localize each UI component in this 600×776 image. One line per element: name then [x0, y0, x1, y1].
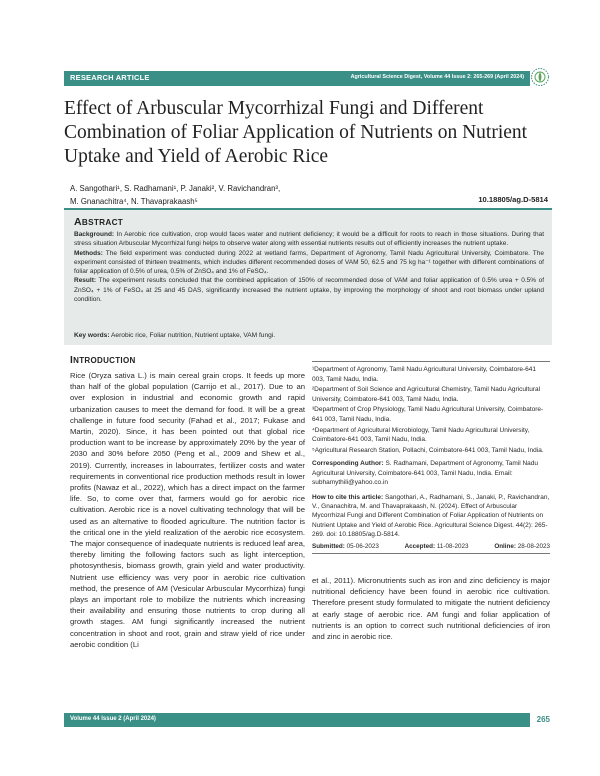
abstract-text	[74, 230, 544, 304]
how-to-cite: How to cite this article: Sangothari, A., Radhamani, S., Janaki, P., Ravichandran, V., Gnanachitra, M. and Thavaprakaash, N. (2024). Effect of Arbuscular Mycorrhizal Fungi and Different Combination of Foliar Application of Nutrients on Nutrient Uptake and Yield of Aerobic Rice. Agricultural Science Digest. 44(2): 265-269. doi: 10.18805/ag.D-5814.	[312, 493, 550, 539]
footer-bar	[64, 713, 530, 727]
affiliation-2: ²Department of Soil Science and Agricultural Chemistry, Tamil Nadu Agricultural University, Coimbatore-641 003, Tamil Nadu, India.	[312, 386, 541, 403]
introduction-heading: INTRODUCTION	[70, 355, 136, 366]
journal-citation: Agricultural Science Digest, Volume 44 Issue 2: 265-269 (April 2024)	[350, 74, 524, 80]
article-dates	[312, 543, 550, 550]
abstract-methods: Methods: The field experiment was conducted during 2022 at wetland farms, Department of Agronomy, Tamil Nadu Agricultural University, Coimbatore. The experiment consisted of thirteen treatments, which includes different recommended doses of VAM 50, 62.5 and 75 kg ha⁻¹ together with different combinations of foliar application of 0.5% of urea, 0.5% of ZnSO₄ and 1% of FeSO₄.	[74, 249, 544, 276]
article-type-label: RESEARCH ARTICLE	[70, 73, 150, 82]
info-divider	[312, 553, 550, 554]
keywords: Key words: Aerobic rice, Foliar nutrition, Nutrient uptake, VAM fungi.	[74, 332, 276, 339]
submitted-date: Submitted: 05-06-2023	[312, 542, 379, 550]
introduction-text: Rice (Oryza sativa L.) is main cereal grain crops. It feeds up more than half of the global population (Carrijo et al., 2017). Due to an over explosion in industrial and economic growth and rapid urbanization causes to meet the demand for food. It will be a great challenge in future food security (Fahad et al., 2017; Fukase and Martin, 2020). Since, it has been pointed out that global rice production want to be increase by approximately 20% by the year of 2030 and 30% before 2050 (Peng et al., 2009 and Shew et al., 2019). Currently, increases in labourrates, fertilizer costs and water requirements in conventional rice production methods result in lower profits (Nawaz et al., 2022), which has a direct impact on the farmer life. So, to come over that, farmers would go for aerobic rice cultivation. Aerobic rice is a novel cultivating technology that will be used as an alternative to flooded agriculture. The nutrition factor is the critical one in the yield realization of the aerobic rice ecosystem. The major consequence of inadequate nutrients is reduced leaf area, thereby limiting the following factors such as light interception, photosynthesis, biomass growth, grain yield and water productivity. Nutrient use efficiency was very poor in aerobic rice cultivation method, the presence of AM (Vesicular Arbuscular Mycorrhiza) fungi plays an important role to mobilize the nutrients which increasing their availability and ensuring those nutrients to crop during all growth stages. AM fungi significantly increased the nutrient concentration in shoot and root, grain and straw yield of rice under aerobic condition (Li	[70, 371, 305, 649]
affiliation-divider	[312, 361, 550, 362]
journal-logo-icon	[529, 66, 551, 88]
footer-volume: Volume 44 Issue 2 (April 2024)	[70, 716, 156, 722]
abstract-box	[64, 208, 552, 345]
affiliation-3: ³Department of Crop Physiology, Tamil Nadu Agricultural University, Coimbatore-641 003, Tamil Nadu, India.	[312, 406, 544, 423]
page-number: 265	[536, 715, 550, 724]
introduction-column	[70, 355, 305, 650]
abstract-result: Result: The experiment results concluded that the combined application of 150% of recommended dose of VAM and foliar application of 0.5% urea + 0.5% of ZnSO₄ + 1% of FeSO₄ at 25 and 45 DAS, significantly increased the nutrient uptake, by improving the morphology of shoot and root biomass under upland condition.	[74, 277, 544, 304]
corresponding-author: Corresponding Author: S. Radhamani, Department of Agronomy, Tamil Nadu Agricultural University, Coimbatore-641 003, Tamil Nadu, India. Email: subhamythili@yahoo.co.in	[312, 460, 539, 487]
online-date: Online: 28-08-2023	[494, 542, 550, 550]
introduction-continued: et al., 2011). Micronutrients such as iron and zinc deficiency is major nutritional deficiency have been found in aerobic rice cultivation. Therefore present study formulated to mitigate the nutrient deficiency at early stage of aerobic rice. AM fungi and foliar application of nutrients is an option to correct such nutritional deficiencies of iron and zinc in aerobic rice.	[312, 576, 550, 642]
abstract-background: Background: In Aerobic rice cultivation, crop would faces water and nutrient deficiency; it would be a difficult for roots to reach in those situations. During that stress situation Arbuscular Mycorrhizal fungi helps to observe water along with essential nutrients results out of efficiently increases the nutrient uptake.	[74, 231, 545, 248]
doi[interactable]: 10.18805/ag.D-5814	[478, 195, 548, 204]
article-info-column	[312, 365, 550, 554]
abstract-heading: ABSTRACT	[74, 216, 124, 228]
author-list	[70, 182, 480, 208]
accepted-date: Accepted: 11-08-2023	[404, 542, 469, 550]
author-line-1: A. Sangothari¹, S. Radhamani¹, P. Janaki², V. Ravichandran³,	[70, 184, 281, 193]
author-line-2: M. Gnanachitra⁴, N. Thavaprakaash⁵	[70, 197, 198, 206]
header-bar	[64, 71, 530, 86]
affiliation-5: ⁵Agricultural Research Station, Pollachi, Coimbatore-641 003, Tamil Nadu, India.	[312, 446, 544, 454]
article-title: Effect of Arbuscular Mycorrhizal Fungi and Different Combination of Foliar Application of Nutrients on Nutrient Uptake and Yield of Aerobic Rice	[64, 98, 528, 167]
affiliation-1: ¹Department of Agronomy, Tamil Nadu Agricultural University, Coimbatore-641 003, Tamil Nadu, India.	[312, 366, 536, 383]
affiliation-4: ⁴Department of Agricultural Microbiology, Tamil Nadu Agricultural University, Coimbatore-641 003, Tamil Nadu, India.	[312, 426, 530, 444]
